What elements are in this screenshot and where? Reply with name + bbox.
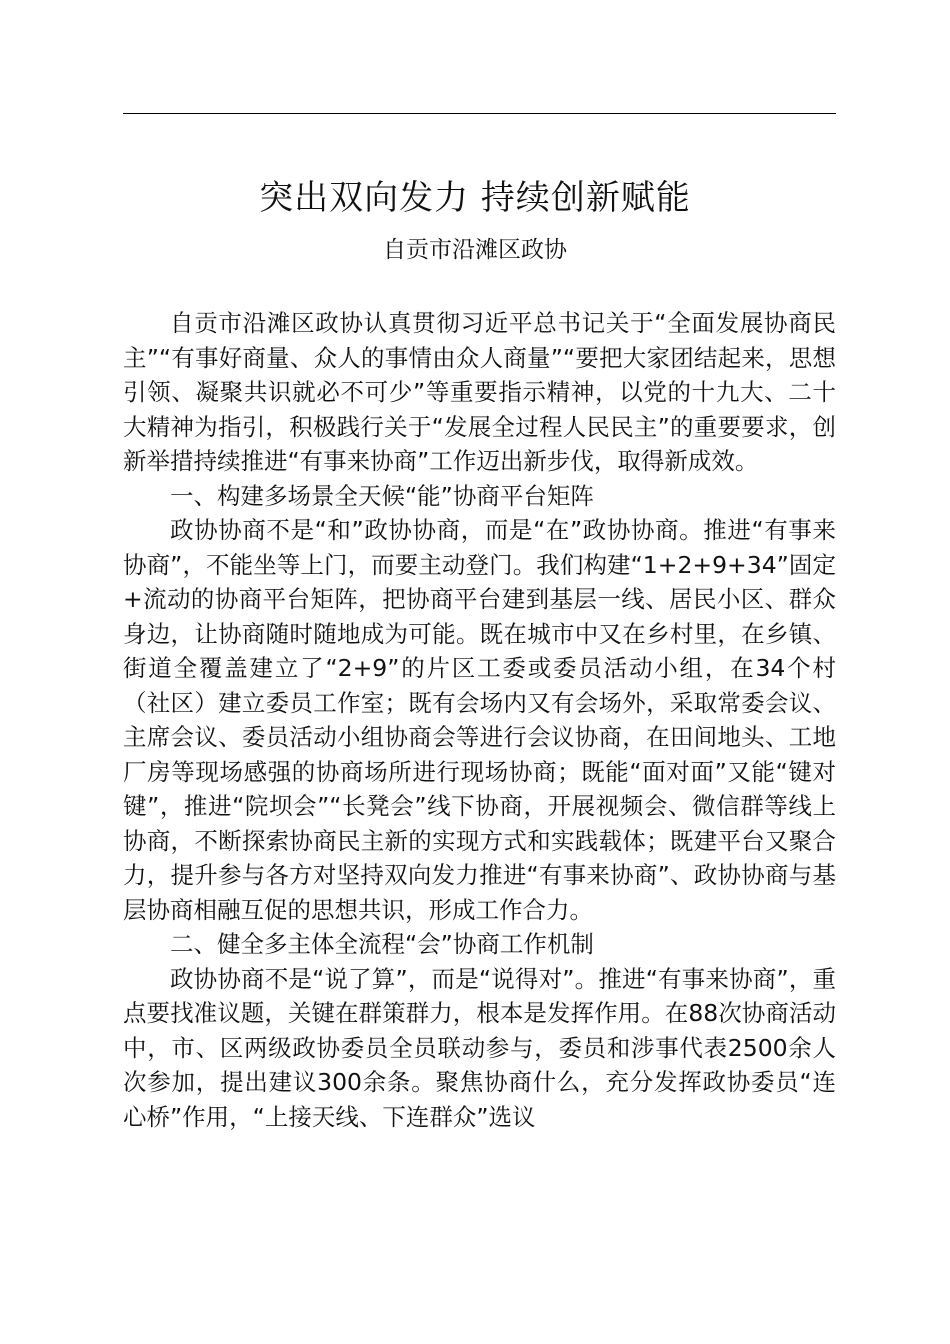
section-1-paragraph: 政协协商不是“和”政协协商，而是“在”政协协商。推进“有事来协商”，不能坐等上门，而要主动登门。我们构建“1+2+9+34”固定+流动的协商平台矩阵，把协商平台建到基层一线、居民小区、群众身边，让协商随时随地成为可能。既在城市中又在乡村里，在乡镇、街道全覆盖建立了“2+9”的片区工委或委员活动小组，在34个村（社区）建立委员工作室；既有会场内又有会场外，采取常委会议、主席会议、委员活动小组协商会等进行会议协商，在田间地头、工地厂房等现场感强的协商场所进行现场协商；既能“面对面”又能“键对键”，推进“院坝会”“长凳会”线下协商，开展视频会、微信群等线上协商，不断探索协商民主新的实现方式和实践载体；既建平台又聚合力，提升参与各方对坚持双向发力推进“有事来协商”、政协协商与基层协商相融互促的思想共识，形成工作合力。: [123, 516, 836, 924]
document-body: [123, 306, 836, 1134]
section-2-paragraph: 政协协商不是“说了算”，而是“说得对”。推进“有事来协商”，重点要找准议题，关键在群策群力，根本是发挥作用。在88次协商活动中，市、区两级政协委员全员联动参与，委员和涉事代表2500余人次参加，提出建议300余条。聚焦协商什么，充分发挥政协委员“连心桥”作用，“上接天线、下连群众”选议: [123, 964, 836, 1131]
intro-paragraph: 自贡市沿滩区政协认真贯彻习近平总书记关于“全面发展协商民主”“有事好商量、众人的事情由众人商量”“要把大家团结起来，思想引领、凝聚共识就必不可少”等重要指示精神，以党的十九大、二十大精神为指引，积极践行关于“发展全过程人民民主”的重要要求，创新举措持续推进“有事来协商”工作迈出新步伐，取得新成效。: [123, 309, 836, 475]
section-heading-1: 一、构建多场景全天候“能”协商平台矩阵: [170, 481, 594, 510]
section-heading-2: 二、健全多主体全流程“会”协商工作机制: [170, 930, 594, 958]
document-author: 自贡市沿滩区政协: [383, 237, 567, 263]
header-rule: [123, 113, 836, 114]
document-title: 突出双向发力 持续创新赋能: [259, 178, 691, 218]
